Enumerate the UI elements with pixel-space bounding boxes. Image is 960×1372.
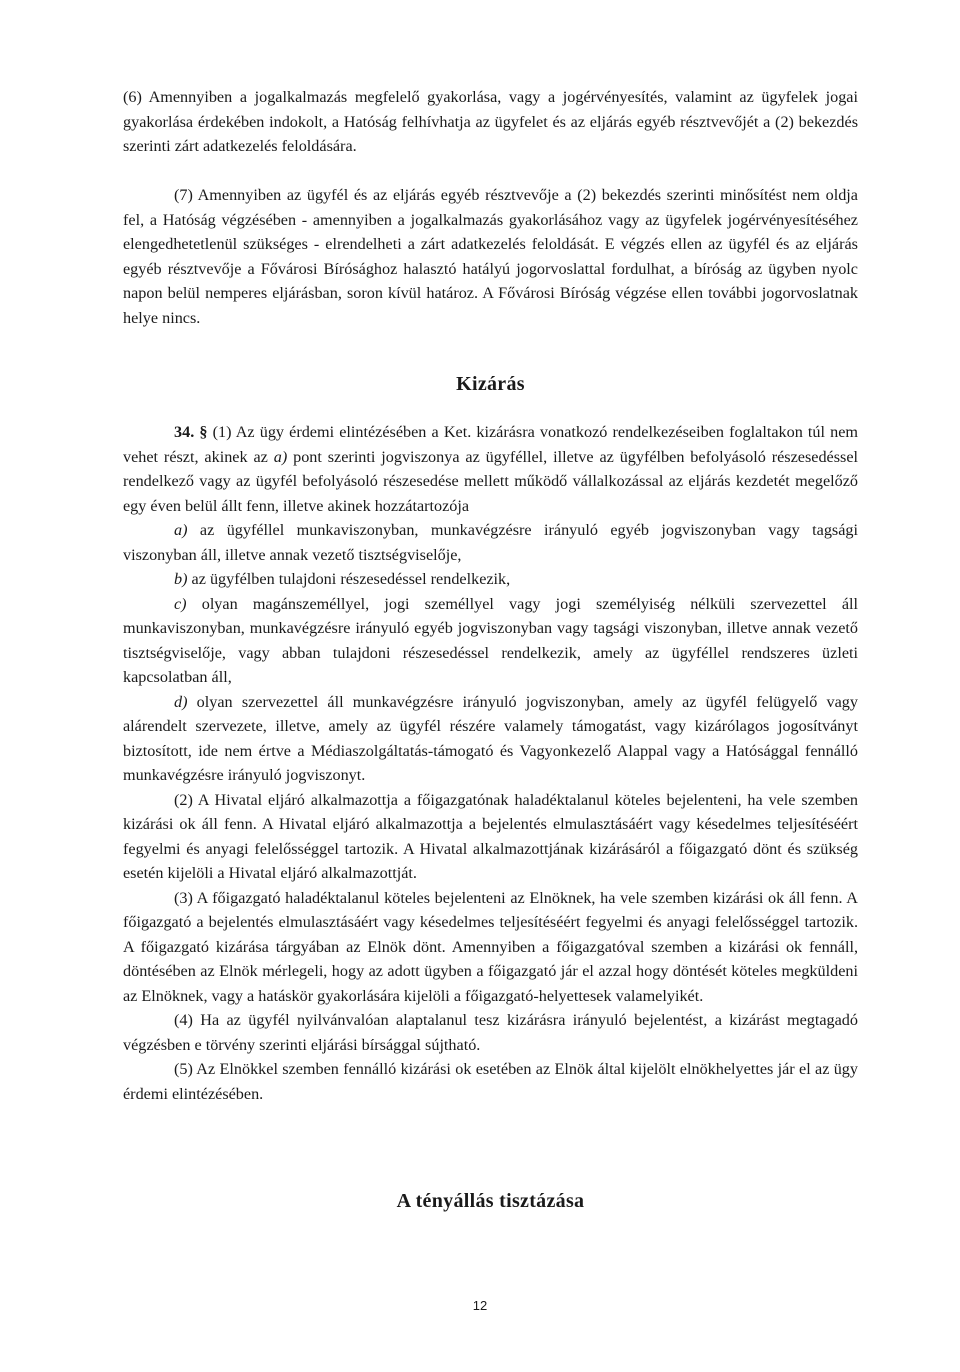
heading-kizaras: Kizárás [456,373,525,395]
paragraph-7-text: (7) Amennyiben az ügyfél és az eljárás egyéb résztvevője a (2) bekezdés szerinti minősítést nem oldja fel, a Hatóság végzésében - amennyiben a jogalkalmazás gyakorlásához vagy az ügyfelek jogérvényesítéséhez elengedhetetlenül szükséges - elrendelheti a zárt adatkezelés feloldását. E végzés ellen az ügyfél és az eljárás egyéb résztvevője a Fővárosi Bírósághoz halasztó hatályú jogorvoslattal fordulhat, a bíróság az ügyben nyolc napon belül nemperes eljárásban, soron kívül határoz. A Fővárosi Bíróság végzése ellen további jogorvoslatnak helye nincs. [123,186,858,327]
section-34-number: 34. [174,423,195,441]
section-34-p1-rest: pont szerinti jogviszonya az ügyféllel, illetve az ügyfélben befolyásoló részesedéssel rendelkező vagy az ügyfél befolyásoló részesedése mellett működő vállalkozással az eljárás kezdetét megelőző egy éven belül állt fenn, illetve akinek hozzátartozója [123,447,859,515]
section-sign: § [199,423,208,441]
list-item-b [123,567,858,592]
section-34-paragraph-5: (5) Az Elnökkel szemben fennálló kizárási ok esetében az Elnök által kijelölt elnökhelyettes jár el az ügy érdemi elintézésében. [123,1060,858,1103]
section-heading-tenyallas [123,1188,858,1214]
page-number: 12 [472,1298,488,1313]
list-item-b-text: az ügyfélben tulajdoni részesedéssel rendelkezik, [191,570,511,588]
section-34 [123,420,858,1106]
section-34-p1-text: (1) Az ügy érdemi elintézésében a Ket. kizárásra vonatkozó rendelkezéseiben foglaltakon túl nem vehet részt, akinek az [123,423,859,466]
section-34-p1-ref: a) [273,447,288,466]
paragraph-6 [123,85,858,159]
section-34-paragraph-3: (3) A főigazgató haladéktalanul köteles bejelenteni az Elnöknek, ha vele szemben kizárási ok áll fenn. A főigazgató a bejelentés elmulasztásáért vagy késedelmes teljesítéséért fegyelmi és anyagi felelősséggel tartozik. A főigazgató kizárása tárgyában az Elnök dönt. Amennyiben a főigazgatóval szemben a kizárási ok fennáll, döntésében az Elnök mérlegeli, hogy az adott ügyben a főigazgató jár el azzal hogy döntését köteles megküldeni az Elnöknek, vagy a hatáskör gyakorlására kijelöli a főigazgató-helyettesek valamelyikét. [123,888,858,1005]
list-item-c [123,592,858,690]
section-heading-kizaras [123,371,858,397]
list-item-d [123,690,858,788]
section-34-paragraph-1 [123,420,858,518]
section-34-paragraph-4: (4) Ha az ügyfél nyilvánvalóan alaptalanul tesz kizárásra irányuló bejelentést, a kizárást megtagadó végzésben e törvény szerinti eljárási bírsággal sújtható. [123,1011,858,1054]
list-item-a-text: az ügyféllel munkaviszonyban, munkavégzésre irányuló egyéb jogviszonyban vagy tagsági viszonyban áll, illetve annak vezető tisztségviselője, [123,521,858,564]
list-item-a [123,518,858,567]
list-item-a-label: a) [174,521,188,539]
paragraph-6-text: (6) Amennyiben a jogalkalmazás megfelelő gyakorlása, vagy a jogérvényesítés, valamint az ügyfelek jogai gyakorlása érdekében indokolt, a Hatóság felhívhatja az ügyfelet és az eljárás egyéb résztvevőjét a (2) bekezdés szerinti zárt adatkezelés feloldására. [123,88,858,155]
list-item-d-text: olyan szervezettel áll munkavégzésre irányuló jogviszonyban, amely az ügyfél felügyelő vagy alárendelt szervezete, illetve, amely az ügyfél részére valamely támogatást, vagy kizárólagos jogosítványt biztosított, ide nem értve a Médiaszolgáltatás-támogató és Vagyonkezelő Alappal vagy a Hatósággal fennálló munkavégzésre irányuló jogviszonyt. [123,692,858,784]
section-34-paragraph-2: (2) A Hivatal eljáró alkalmazottja a főigazgatónak haladéktalanul köteles bejelenteni, ha vele szemben kizárási ok áll fenn. A Hivatal eljáró alkalmazottja a bejelentés elmulasztásáért vagy késedelmes teljesítéséért fegyelmi és anyagi felelősséggel tartozik. A Hivatal alkalmazottjának kizárásáról a főigazgató dönt és szükség esetén kijelöli a Hivatal eljáró alkalmazottját. [123,790,858,882]
list-item-c-text: olyan magánszeméllyel, jogi személlyel vagy jogi személyiség nélküli szervezettel áll munkaviszonyban, munkavégzésre irányuló egyéb jogviszonyban vagy tagsági viszonyban, illetve annak vezető tisztségviselője, vagy abban tulajdoni részesedéssel rendelkezik, amely az ügyféllel rendszeres üzleti kapcsolatban áll, [123,594,858,686]
list-item-d-label: d) [174,692,188,711]
list-item-c-label: c) [174,594,187,613]
paragraph-7 [123,183,858,330]
list-item-b-label: b) [174,570,188,588]
heading-tenyallas: A tényállás tisztázása [396,1190,585,1212]
